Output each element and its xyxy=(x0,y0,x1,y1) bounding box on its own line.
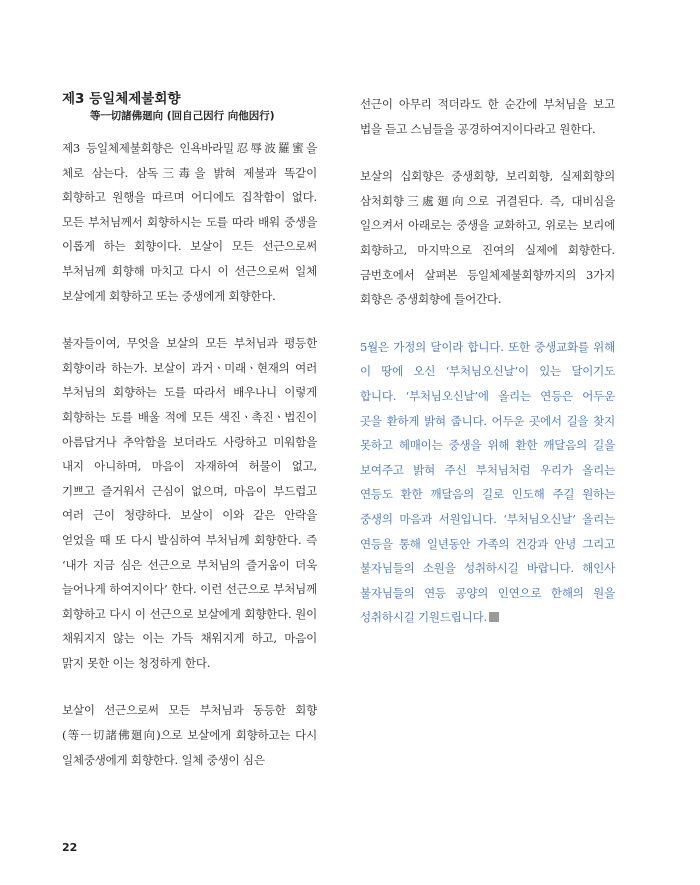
paragraph-continuation: 선근이 아무리 적더라도 한 순간에 부처님을 보고 법을 듣고 스님들을 공경하여지이다라고 원한다. xyxy=(360,97,615,136)
closing-note xyxy=(360,335,615,630)
paragraph-continued: 보살이 선근으로써 모든 부처님과 동등한 회향(等ㅡ切諸佛廻向)으로 보살에게 회향하고는 다시 일체중생에게 회향한다. 일체 중생이 심은 xyxy=(62,703,317,767)
section-subtitle: 等ㅡ切諸佛廻向 (回自己因行 向他因行) xyxy=(90,110,275,122)
section-title: 제3 등일체제불회향 xyxy=(62,91,181,107)
left-column xyxy=(62,90,317,795)
end-mark-icon xyxy=(489,612,499,622)
closing-note-text: 5월은 가정의 달이라 합니다. 또한 중생교화를 위해 이 땅에 오신 ‘부처님오신날’이 있는 달이기도 합니다. ‘부처님오신날’에 올리는 연등은 어두운 곳을 환하게 밝혀 줍니다. 어두운 곳에서 길을 찾지 못하고 헤매이는 중생을 위해 환한 깨달음의 길을 보여주고 밝혀 주신 부처님처럼 우리가 올리는 연등도 환한 깨달음의 길로 인도해 주길 원하는 중생의 마음과 서원입니다. ‘부처님오신날’ 올리는 연등을 통해 일년동안 가족의 건강과 안녕 그리고 불자님들의 소원을 성취하시길 바랍니다. 해인사 불자님들의 연등 공양의 인연으로 한해의 원을 성취하시길 기원드립니다. xyxy=(360,339,615,625)
right-column xyxy=(360,92,615,653)
paragraph-intro: 제3 등일체제불회향은 인욕바라밀忍辱波羅蜜을 체로 삼는다. 삼독三毒을 밝혀 제불과 똑같이 회향하고 원행을 따르며 어디에도 집착함이 없다. 모든 부처님께서 회향하시는 도를 따라 배워 중생을 이롭게 하는 회향이다. 보살이 모든 선근으로써 부처님께 회향해 마치고 다시 이 선근으로써 일체 보살에게 회향하고 또는 중생에게 회향한다. xyxy=(62,141,317,303)
paragraph-main: 불자들이여, 무엇을 보살의 모든 부처님과 평등한 회향이라 하는가. 보살이 과거ㆍ미래ㆍ현재의 여러 부처님의 회향하는 도를 따라서 배우나니 이렇게 회향하는 도를 배울 적에 모든 색진ㆍ촉진ㆍ법진이 아름답거나 추악함을 보더라도 사랑하고 미워함을 내지 아니하며, 마음이 자재하여 허물이 없고, 기쁘고 즐거워서 근심이 없으며, 마음이 부드럽고 여러 근이 청량하다. 보살이 이와 같은 안락을 얻었을 때 또 다시 발심하여 부처님께 회향한다. 즉 ‘내가 지금 심은 선근으로 부처님의 즐거움이 더욱 늘어나게 하여지이다’ 한다. 이런 선근으로 부처님께 회향하고 다시 이 선근으로 보살에게 회향한다. 원이 채워지지 않는 이는 가득 채워지게 하고, 마음이 맑지 못한 이는 청정하게 한다. xyxy=(62,336,317,670)
paragraph-summary: 보살의 십회향은 중생회향, 보리회향, 실제회향의 삼처회향三處廻向으로 귀결된다. 즉, 대비심을 일으켜서 아래로는 중생을 교화하고, 위로는 보리에 회향하고, 마지막으로 진여의 실제에 회향한다. 금번호에서 살펴본 등일체제불회향까지의 3가지 회향은 중생회향에 들어간다. xyxy=(360,169,615,307)
page-number: 22 xyxy=(62,841,78,854)
